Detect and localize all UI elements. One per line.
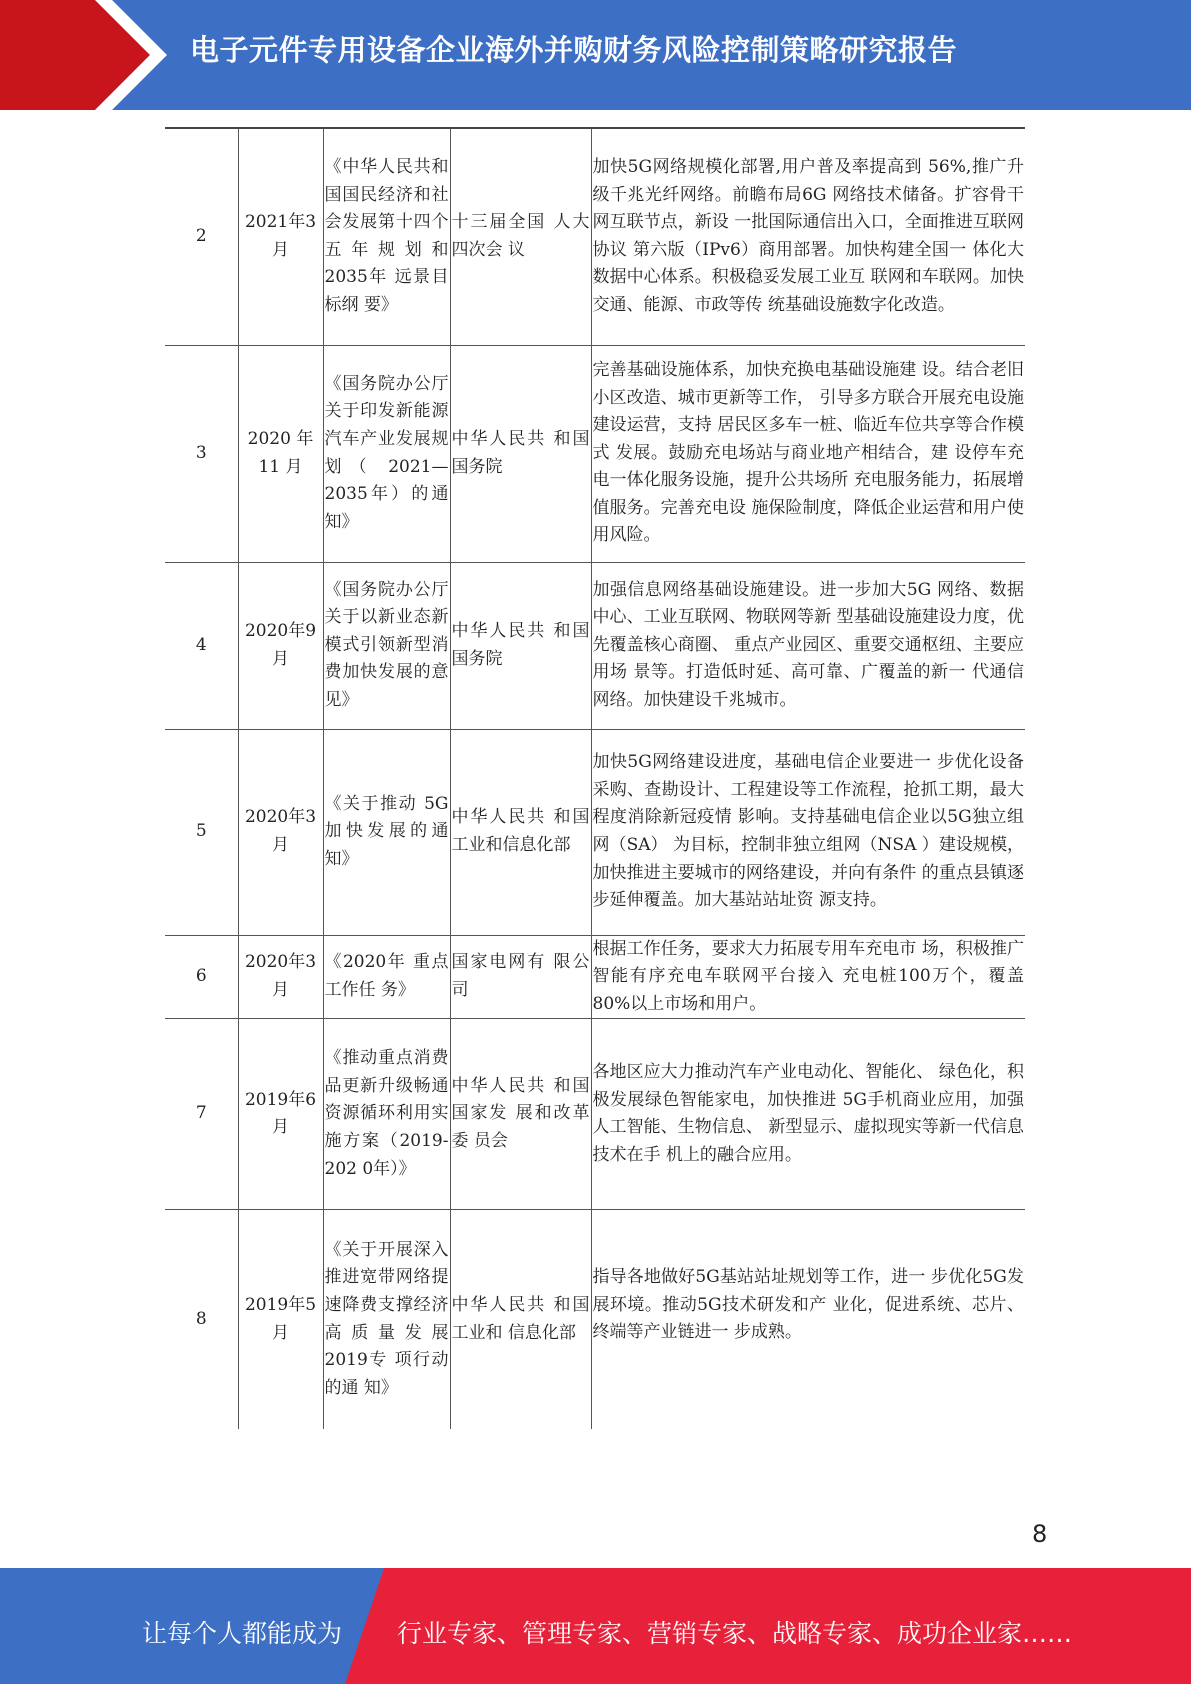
row-issuer: 国家电网有 限公司 (450, 935, 591, 1019)
row-issuer: 中华人民共 和国国务院 (450, 562, 591, 729)
table-row (165, 729, 1025, 935)
row-policy-name: 《关于推动 5G加快发展的通知》 (323, 729, 450, 935)
row-policy-name: 《2020年 重点工作任 务》 (323, 935, 450, 1019)
row-policy-name: 《国务院办公厅关于印发新能源汽车产业发展规 划（ 2021—2035年）的通知》 (323, 345, 450, 562)
row-date: 2020年3月 (238, 729, 323, 935)
policy-table (165, 127, 1025, 1429)
table-row (165, 345, 1025, 562)
row-number: 6 (165, 935, 238, 1019)
row-date: 2020年3月 (238, 935, 323, 1019)
row-number: 2 (165, 128, 238, 345)
row-date: 2020年9月 (238, 562, 323, 729)
row-policy-name: 《国务院办公厅关于以新业态新模式引领新型消费加快发展的意见》 (323, 562, 450, 729)
row-date: 2020 年 11 月 (238, 345, 323, 562)
row-number: 5 (165, 729, 238, 935)
page-number: 8 (1032, 1520, 1048, 1548)
row-issuer: 中华人民共 和国国家发 展和改革委 员会 (450, 1019, 591, 1210)
row-content: 指导各地做好5G基站站址规划等工作，进一 步优化5G发展环境。推动5G技术研发和产 业化，促进系统、芯片、终端等产业链进一 步成熟。 (591, 1210, 1025, 1429)
row-content: 加快5G网络建设进度，基础电信企业要进一 步优化设备采购、查勘设计、工程建设等工作流程，抢抓工期，最大程度消除新冠疫情 影响。支持基础电信企业以5G独立组网（SA） 为目标，控制非独立组网（NSA ）建设规模， 加快推进主要城市的网络建设，并向有条件 的重点县镇逐步延伸覆盖。加大基站站址资 源支持。 (591, 729, 1025, 935)
page-header (0, 0, 1191, 110)
row-content: 加强信息网络基础设施建设。进一步加大5G 网络、数据中心、工业互联网、物联网等新 型基础设施建设力度，优先覆盖核心商圈、 重点产业园区、重要交通枢纽、主要应用场 景等。打造低时延、高可靠、广覆盖的新一 代通信网络。加快建设千兆城市。 (591, 562, 1025, 729)
row-issuer: 中华人民共 和国国务院 (450, 345, 591, 562)
row-number: 8 (165, 1210, 238, 1429)
header-title: 电子元件专用设备企业海外并购财务风险控制策略研究报告 (190, 33, 958, 67)
footer-slogan-left: 让每个人都能成为 (142, 1619, 343, 1648)
row-policy-name: 《中华人民共和国国民经济和社会发展第十四个五年规划和2035年 远景目标纲 要》 (323, 128, 450, 345)
footer-slogan-right: 行业专家、管理专家、营销专家、战略专家、成功企业家…… (397, 1619, 1073, 1648)
row-date: 2019年6月 (238, 1019, 323, 1210)
row-policy-name: 《推动重点消费品更新升级畅通资源循环利用实施方案（2019-202 0年）》 (323, 1019, 450, 1210)
page-footer (0, 1568, 1191, 1684)
row-content: 加快5G网络规模化部署,用户普及率提高到 56%,推广升级千兆光纤网络。前瞻布局6G 网络技术储备。扩容骨干网互联节点，新设 一批国际通信出入口，全面推进互联网协议 第六版（IPv6）商用部署。加快构建全国一 体化大数据中心体系。积极稳妥发展工业互 联网和车联网。加快交通、能源、市政等传 统基础设施数字化改造。 (591, 128, 1025, 345)
row-date: 2019年5月 (238, 1210, 323, 1429)
row-content: 完善基础设施体系，加快充换电基础设施建 设。结合老旧小区改造、城市更新等工作， 引导多方联合开展充电设施建设运营，支持 居民区多车一桩、临近车位共享等合作模式 发展。鼓励充电场站与商业地产相结合，建 设停车充电一体化服务设施，提升公共场所 充电服务能力，拓展增值服务。完善充电设 施保险制度，降低企业运营和用户使用风险。 (591, 345, 1025, 562)
row-issuer: 中华人民共 和国工业和信息化部 (450, 729, 591, 935)
row-issuer: 中华人民共 和国工业和 信息化部 (450, 1210, 591, 1429)
row-content: 根据工作任务，要求大力拓展专用车充电市 场，积极推广智能有序充电车联网平台接入 充电桩100万个，覆盖80%以上市场和用户。 (591, 935, 1025, 1019)
row-policy-name: 《关于开展深入推进宽带网络提速降费支撑经济高质量发展2019专 项行动的通 知》 (323, 1210, 450, 1429)
table-row (165, 935, 1025, 1019)
row-issuer: 十三届全国 人大四次会 议 (450, 128, 591, 345)
row-number: 7 (165, 1019, 238, 1210)
row-number: 3 (165, 345, 238, 562)
table-row (165, 1210, 1025, 1429)
table-row (165, 1019, 1025, 1210)
row-number: 4 (165, 562, 238, 729)
table-row (165, 562, 1025, 729)
table-row (165, 128, 1025, 345)
row-date: 2021年3月 (238, 128, 323, 345)
row-content: 各地区应大力推动汽车产业电动化、智能化、 绿色化，积极发展绿色智能家电，加快推进 5G手机商业应用，加强人工智能、生物信息、 新型显示、虚拟现实等新一代信息技术在手 机上的融合应用。 (591, 1019, 1025, 1210)
